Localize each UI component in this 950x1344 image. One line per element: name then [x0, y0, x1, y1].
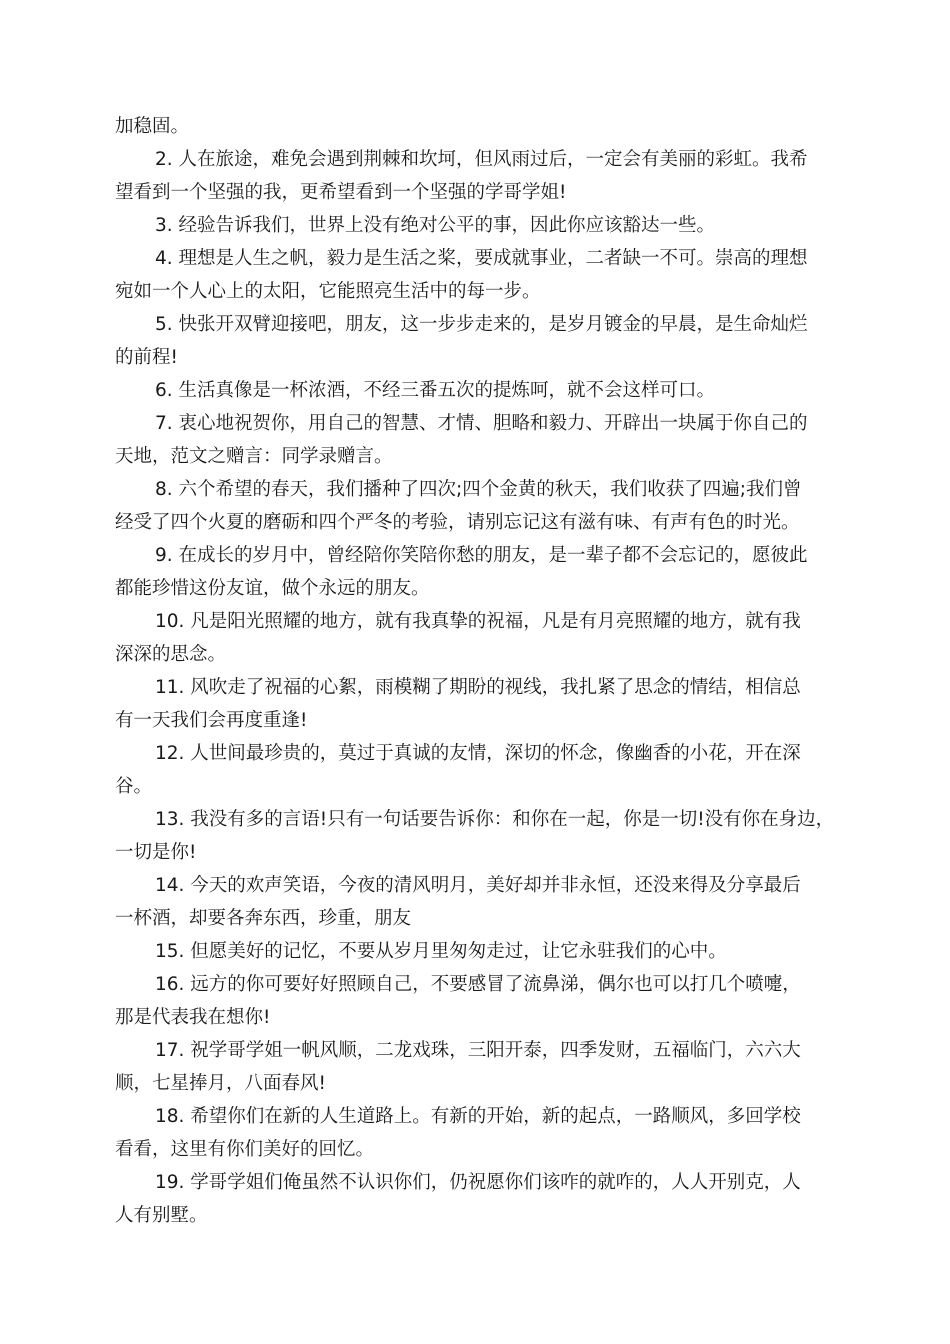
- paragraph-line: 的前程!: [115, 347, 178, 368]
- paragraph: [115, 308, 837, 374]
- document-body: [115, 110, 837, 1232]
- paragraph: [115, 605, 837, 671]
- paragraph: [115, 539, 837, 605]
- paragraph-line: 一杯酒，却要各奔东西，珍重，朋友: [115, 908, 412, 929]
- paragraph-line: 看看，这里有你们美好的回忆。: [115, 1139, 375, 1160]
- paragraph-line: 18. 希望你们在新的人生道路上。有新的开始，新的起点，一路顺风，多回学校: [155, 1106, 801, 1127]
- paragraph-line: 加稳固。: [115, 116, 190, 137]
- paragraph-line: 11. 风吹走了祝福的心絮，雨模糊了期盼的视线，我扎紧了思念的情结，相信总: [155, 677, 801, 698]
- paragraph: [115, 968, 837, 1034]
- paragraph-line: 7. 衷心地祝贺你，用自己的智慧、才情、胆略和毅力、开辟出一块属于你自己的: [155, 413, 808, 434]
- paragraph: [115, 671, 837, 737]
- paragraph-line: 宛如一个人心上的太阳，它能照亮生活中的每一步。: [115, 281, 541, 302]
- paragraph-line: 经受了四个火夏的磨砺和四个严冬的考验，请别忘记这有滋有味、有声有色的时光。: [115, 512, 800, 533]
- paragraph-line: 9. 在成长的岁月中，曾经陪你笑陪你愁的朋友，是一辈子都不会忘记的，愿彼此: [155, 545, 808, 566]
- paragraph-line: 都能珍惜这份友谊，做个永远的朋友。: [115, 578, 430, 599]
- paragraph: [115, 803, 837, 869]
- paragraph: [115, 1100, 837, 1166]
- paragraph-line: 10. 凡是阳光照耀的地方，就有我真挚的祝福，凡是有月亮照耀的地方，就有我: [155, 611, 801, 632]
- paragraph-line: 5. 快张开双臂迎接吧，朋友，这一步步走来的，是岁月镀金的早晨，是生命灿烂: [155, 314, 808, 335]
- paragraph-line: 15. 但愿美好的记忆，不要从岁月里匆匆走过，让它永驻我们的心中。: [155, 941, 727, 962]
- paragraph-line: 一切是你!: [115, 842, 197, 863]
- paragraph-line: 19. 学哥学姐们俺虽然不认识你们，仍祝愿你们该咋的就咋的，人人开别克，人: [155, 1172, 801, 1193]
- paragraph: [115, 473, 837, 539]
- paragraph-line: 人有别墅。: [115, 1205, 208, 1226]
- paragraph-line: 深深的思念。: [115, 644, 227, 665]
- paragraph: [115, 374, 837, 407]
- paragraph: [115, 935, 837, 968]
- paragraph-line: 谷。: [115, 776, 153, 797]
- paragraph: [115, 143, 837, 209]
- paragraph-line: 14. 今天的欢声笑语，今夜的清风明月，美好却并非永恒，还没来得及分享最后: [155, 875, 801, 896]
- paragraph-line: 6. 生活真像是一杯浓酒，不经三番五次的提炼呵，就不会这样可口。: [155, 380, 716, 401]
- paragraph-line: 4. 理想是人生之帆，毅力是生活之桨，要成就事业，二者缺一不可。崇高的理想: [155, 248, 808, 269]
- paragraph-line: 望看到一个坚强的我，更希望看到一个坚强的学哥学姐!: [115, 182, 567, 203]
- paragraph-line: 8. 六个希望的春天，我们播种了四次;四个金黄的秋天，我们收获了四遍;我们曾: [155, 479, 802, 500]
- paragraph-line: 有一天我们会再度重逢!: [115, 710, 308, 731]
- paragraph: [115, 242, 837, 308]
- paragraph: [115, 869, 837, 935]
- paragraph-line: 17. 祝学哥学姐一帆风顺，二龙戏珠，三阳开泰，四季发财，五福临门，六六大: [155, 1040, 801, 1061]
- paragraph: [115, 209, 837, 242]
- paragraph: [115, 1166, 837, 1232]
- document-page: [115, 110, 837, 1232]
- paragraph-line: 3. 经验告诉我们，世界上没有绝对公平的事，因此你应该豁达一些。: [155, 215, 716, 236]
- paragraph-line: 2. 人在旅途，难免会遇到荆棘和坎坷，但风雨过后，一定会有美丽的彩虹。我希: [155, 149, 808, 170]
- paragraph-line: 那是代表我在想你!: [115, 1007, 271, 1028]
- paragraph-line: 12. 人世间最珍贵的，莫过于真诚的友情，深切的怀念，像幽香的小花，开在深: [155, 743, 801, 764]
- paragraph-line: 16. 远方的你可要好好照顾自己，不要感冒了流鼻涕，偶尔也可以打几个喷嚏，: [155, 974, 801, 995]
- paragraph: [115, 1034, 837, 1100]
- paragraph: [115, 407, 837, 473]
- paragraph: [115, 110, 837, 143]
- paragraph-line: 天地，范文之赠言：同学录赠言。: [115, 446, 393, 467]
- paragraph-line: 顺，七星捧月，八面春风!: [115, 1073, 326, 1094]
- paragraph: [115, 737, 837, 803]
- paragraph-line: 13. 我没有多的言语!只有一句话要告诉你：和你在一起，你是一切!没有你在身边，: [155, 809, 835, 830]
